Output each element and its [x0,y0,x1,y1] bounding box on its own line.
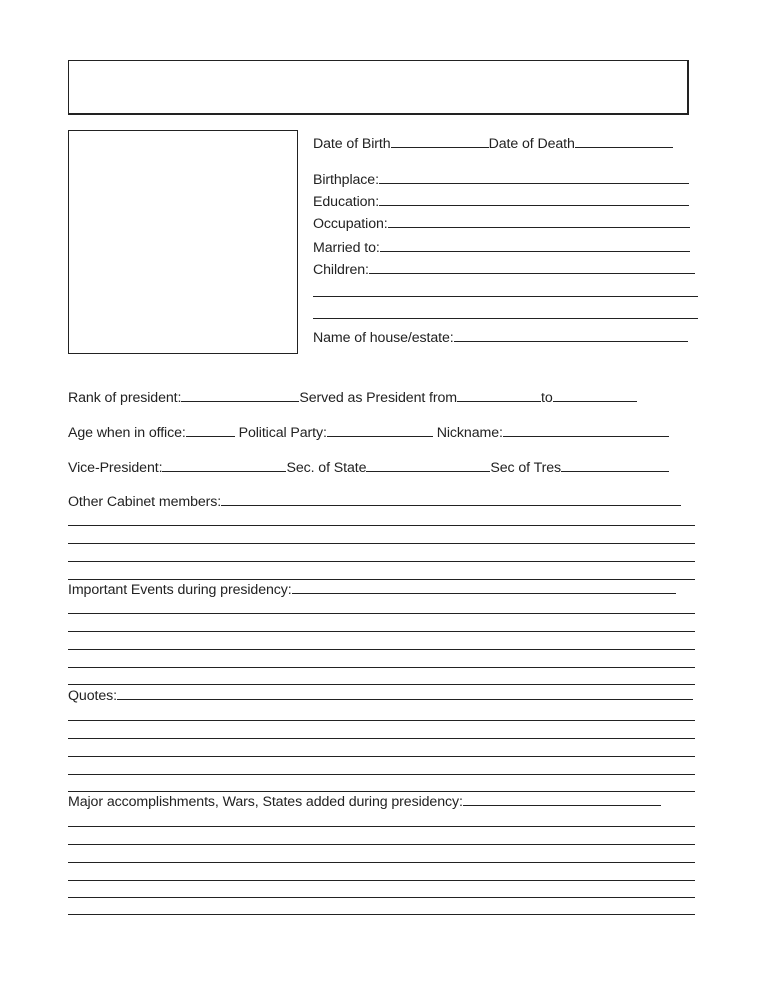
accomplishments-field[interactable] [463,792,661,806]
accomplishments-label: Major accomplishments, Wars, States added during presidency: [68,794,463,810]
cabinet-line-2[interactable] [68,525,695,526]
sec-tres-field[interactable] [561,458,669,472]
accomplishments-line-3[interactable] [68,844,695,845]
sec-state-label: Sec. of State [286,460,367,476]
married-to-label: Married to: [313,240,380,256]
quotes-line-5[interactable] [68,774,695,775]
rank-row [68,388,637,407]
children-field[interactable] [369,260,695,274]
portrait-box[interactable] [68,130,298,354]
events-line-4[interactable] [68,649,695,650]
house-row [313,328,688,347]
accomplishments-line-4[interactable] [68,862,695,863]
served-to-field[interactable] [553,388,637,402]
events-line-2[interactable] [68,613,695,614]
quotes-line-2[interactable] [68,720,695,721]
occupation-field[interactable] [388,214,690,228]
education-row [313,192,689,211]
nickname-field[interactable] [503,423,669,437]
house-label: Name of house/estate: [313,330,454,346]
events-line-3[interactable] [68,631,695,632]
date-of-birth-field[interactable] [391,134,489,148]
birthplace-row [313,170,689,189]
quotes-line-4[interactable] [68,756,695,757]
served-from-field[interactable] [457,388,541,402]
age-label: Age when in office: [68,425,186,441]
accomplishments-line-7[interactable] [68,914,695,915]
education-field[interactable] [379,192,689,206]
events-line-5[interactable] [68,667,695,668]
date-of-death-field[interactable] [575,134,673,148]
served-to-label: to [541,390,553,406]
age-field[interactable] [186,423,235,437]
events-field[interactable] [292,580,676,594]
date-of-death-label: Date of Death [488,136,575,152]
vice-president-field[interactable] [162,458,286,472]
children-line-3[interactable] [313,318,698,319]
occupation-label: Occupation: [313,216,388,232]
accomplishments-line-5[interactable] [68,880,695,881]
house-field[interactable] [454,328,688,342]
accomplishments-row [68,792,661,811]
party-label: Political Party: [238,425,327,441]
accomplishments-line-6[interactable] [68,897,695,898]
children-row [313,260,695,279]
cabinet-top-row [68,458,669,477]
quotes-label: Quotes: [68,688,117,704]
education-label: Education: [313,194,380,210]
birth-death-row [313,134,673,153]
birthplace-label: Birthplace: [313,172,379,188]
age-party-row [68,423,669,442]
cabinet-line-4[interactable] [68,561,695,562]
party-field[interactable] [327,423,433,437]
rank-label: Rank of president: [68,390,182,406]
accomplishments-line-2[interactable] [68,826,695,827]
birthplace-field[interactable] [379,170,689,184]
events-line-6[interactable] [68,684,695,685]
quotes-field[interactable] [117,686,693,700]
quotes-line-3[interactable] [68,738,695,739]
events-row [68,580,676,599]
children-label: Children: [313,262,369,278]
date-of-birth-label: Date of Birth [313,136,391,152]
rank-field[interactable] [181,388,299,402]
children-line-2[interactable] [313,296,698,297]
nickname-label: Nickname: [436,425,503,441]
cabinet-line-3[interactable] [68,543,695,544]
sec-tres-label: Sec of Tres [490,460,562,476]
served-from-label: Served as President from [299,390,458,406]
title-box[interactable] [68,60,689,115]
events-label: Important Events during presidency: [68,582,292,598]
cabinet-row [68,492,681,511]
quotes-row [68,686,693,705]
cabinet-label: Other Cabinet members: [68,494,222,510]
occupation-row [313,214,690,233]
married-to-field[interactable] [380,238,690,252]
vice-president-label: Vice-President: [68,460,163,476]
cabinet-field[interactable] [221,492,681,506]
married-row [313,238,690,257]
sec-state-field[interactable] [366,458,490,472]
